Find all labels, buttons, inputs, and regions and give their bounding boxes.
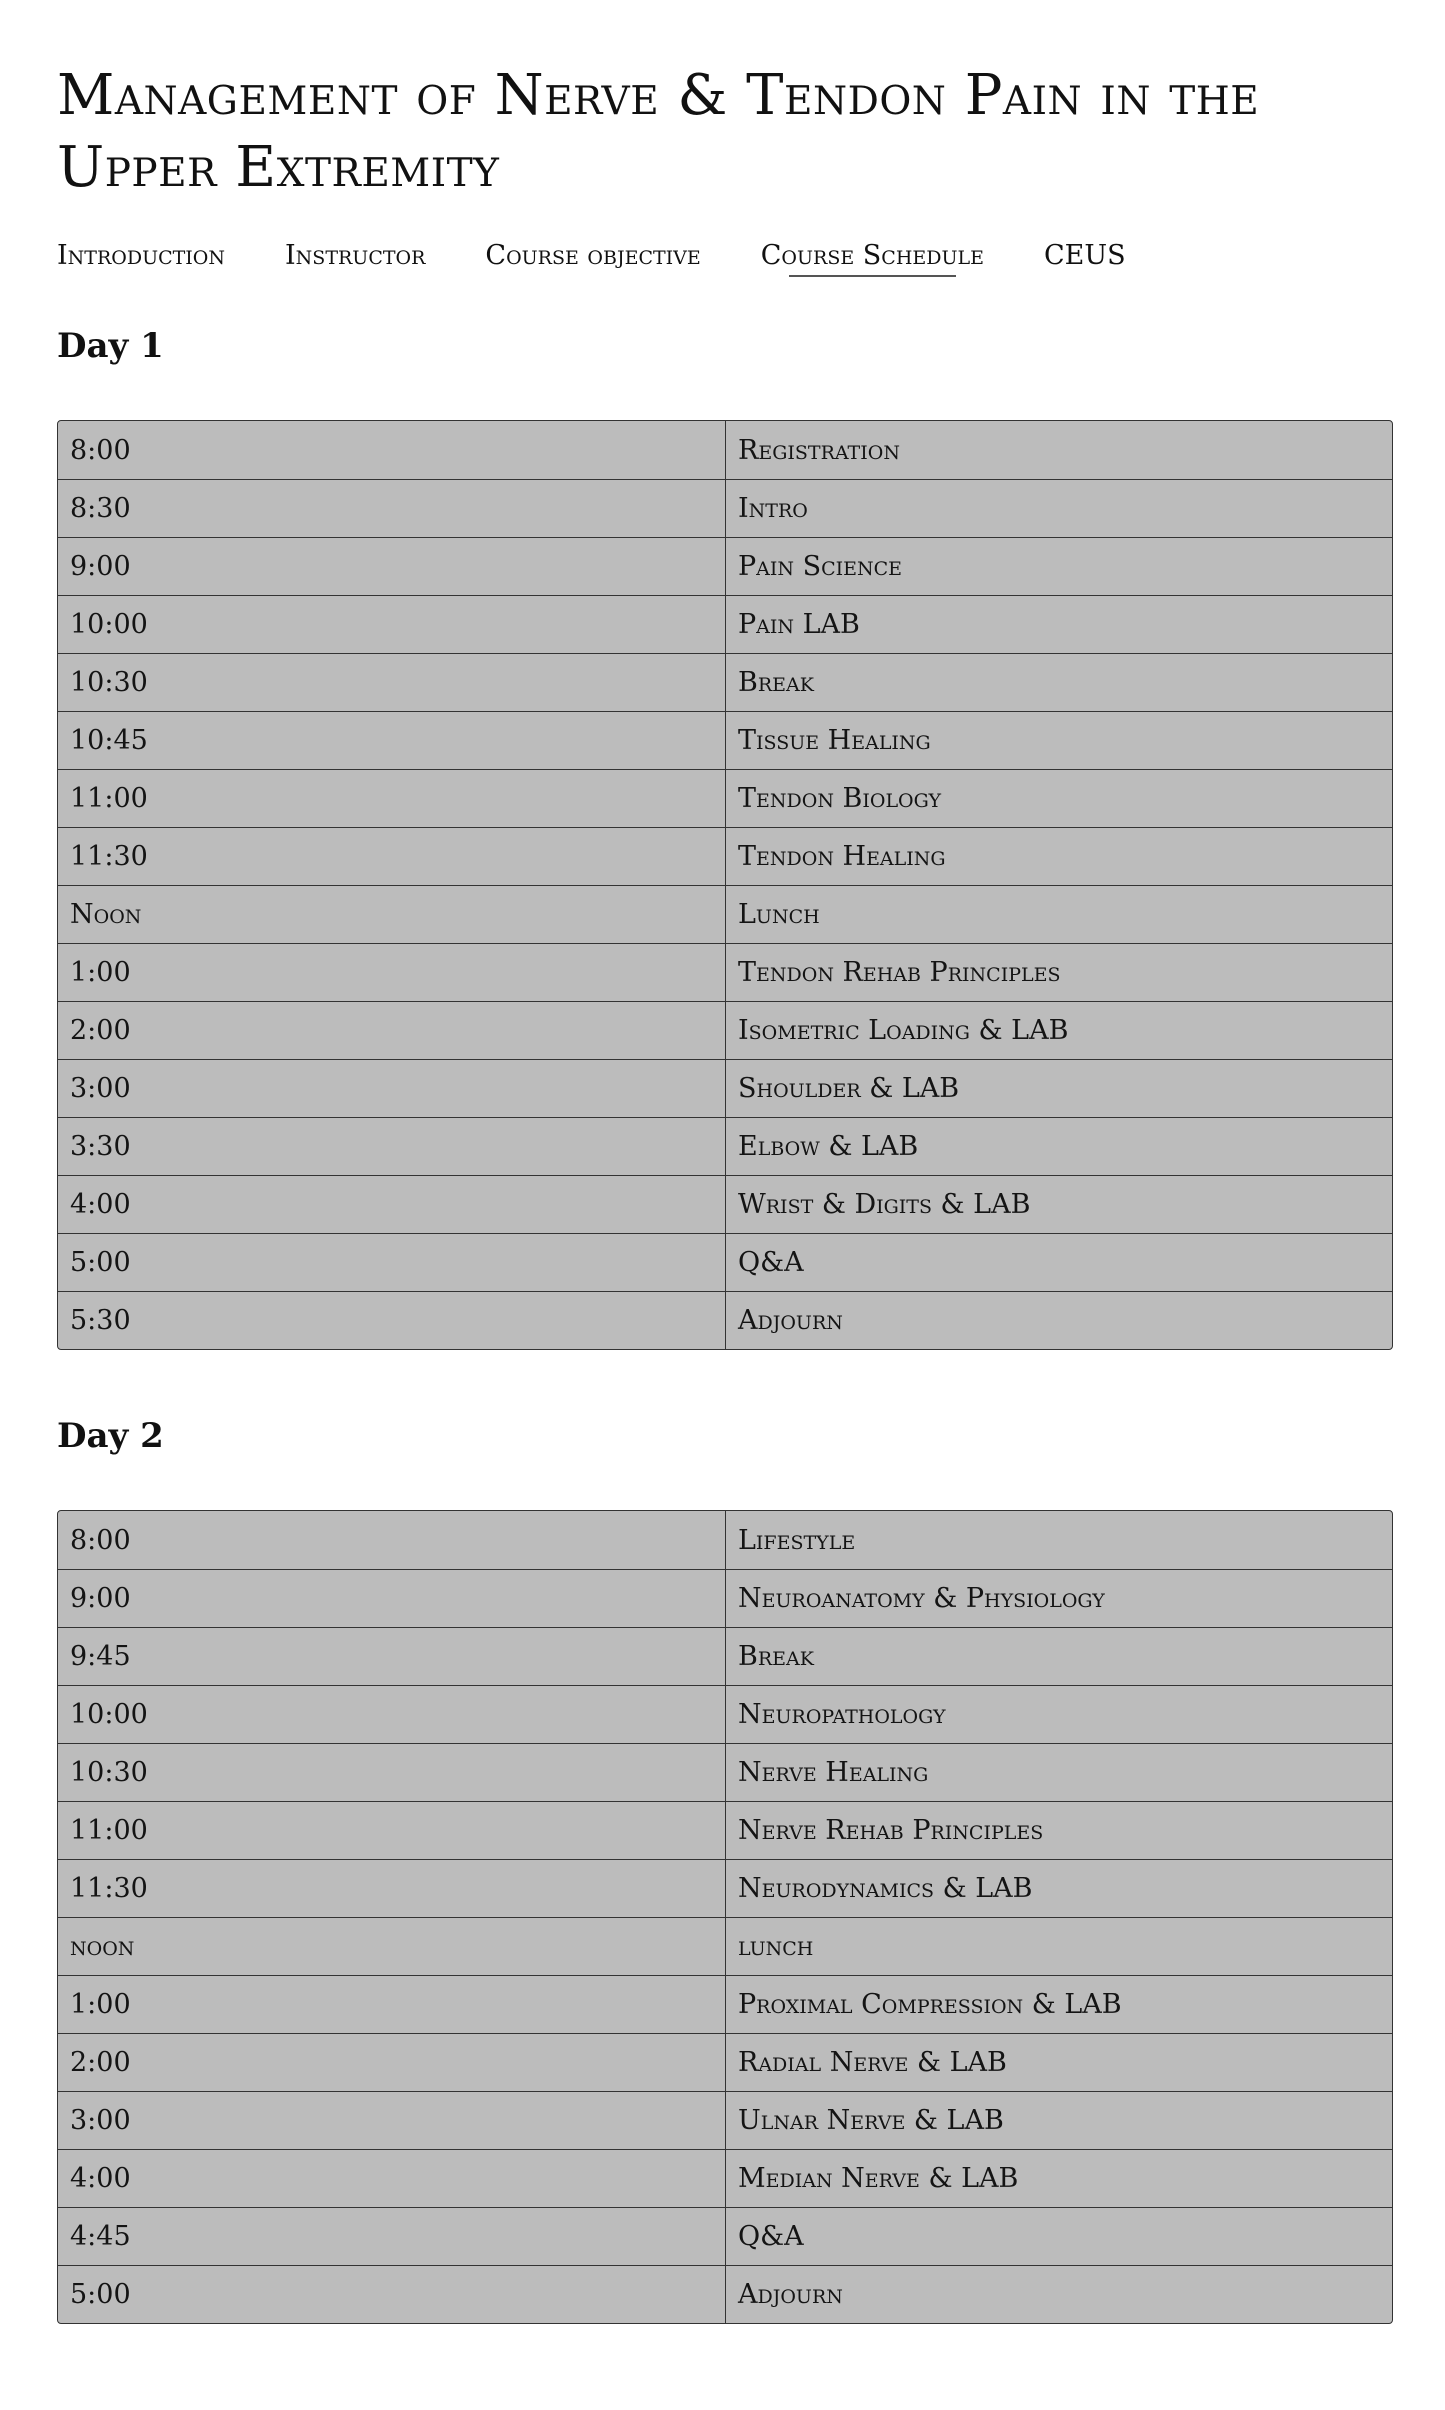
day-2-schedule-table — [57, 1510, 1393, 2324]
schedule-time: 11:00 — [58, 1801, 726, 1859]
schedule-event: Q&A — [726, 1233, 1392, 1291]
schedule-time: 9:00 — [58, 1569, 726, 1627]
schedule-time: 4:45 — [58, 2207, 726, 2265]
schedule-row — [58, 1001, 1392, 1059]
schedule-event: Nerve Rehab Principles — [726, 1801, 1392, 1859]
schedule-row — [58, 1627, 1392, 1685]
schedule-row — [58, 1743, 1392, 1801]
schedule-row — [58, 885, 1392, 943]
schedule-row — [58, 421, 1392, 479]
schedule-row — [58, 1685, 1392, 1743]
schedule-event: Shoulder & LAB — [726, 1059, 1392, 1117]
schedule-row — [58, 2091, 1392, 2149]
schedule-event: Break — [726, 1627, 1392, 1685]
schedule-event: Adjourn — [726, 1291, 1392, 1349]
schedule-row — [58, 595, 1392, 653]
schedule-time: 11:30 — [58, 827, 726, 885]
section-nav — [57, 228, 1393, 288]
schedule-event: Proximal Compression & LAB — [726, 1975, 1392, 2033]
schedule-time: 1:00 — [58, 943, 726, 1001]
schedule-time: 10:00 — [58, 595, 726, 653]
schedule-event: Radial Nerve & LAB — [726, 2033, 1392, 2091]
schedule-time: 5:00 — [58, 1233, 726, 1291]
nav-course-schedule[interactable]: Course Schedule — [761, 240, 984, 277]
schedule-event: Pain Science — [726, 537, 1392, 595]
schedule-row — [58, 2265, 1392, 2323]
schedule-row — [58, 1059, 1392, 1117]
schedule-row — [58, 711, 1392, 769]
schedule-time: 10:30 — [58, 653, 726, 711]
schedule-row — [58, 1291, 1392, 1349]
schedule-row — [58, 827, 1392, 885]
schedule-event: Lunch — [726, 885, 1392, 943]
schedule-row — [58, 769, 1392, 827]
page-title: Management of Nerve & Tendon Pain in the Upper Extremity — [57, 63, 1260, 200]
schedule-event: lunch — [726, 1917, 1392, 1975]
schedule-row — [58, 2033, 1392, 2091]
schedule-time: 4:00 — [58, 1175, 726, 1233]
day-1-schedule-table — [57, 420, 1393, 1350]
schedule-event: Median Nerve & LAB — [726, 2149, 1392, 2207]
schedule-row — [58, 943, 1392, 1001]
schedule-row — [58, 653, 1392, 711]
nav-instructor[interactable]: Instructor — [285, 239, 426, 271]
day-1-heading: Day 1 — [57, 326, 164, 366]
schedule-event: Tendon Healing — [726, 827, 1392, 885]
schedule-event: Lifestyle — [738, 1524, 856, 1556]
nav-ceus[interactable]: CEUS — [1044, 239, 1126, 271]
day-2-heading: Day 2 — [57, 1416, 164, 1456]
schedule-event: Adjourn — [726, 2265, 1392, 2323]
schedule-event: Ulnar Nerve & LAB — [726, 2091, 1392, 2149]
schedule-time: 9:45 — [58, 1627, 726, 1685]
schedule-row — [58, 1117, 1392, 1175]
schedule-row — [58, 1569, 1392, 1627]
schedule-event: Wrist & Digits & LAB — [726, 1175, 1392, 1233]
schedule-time: 10:45 — [58, 711, 726, 769]
schedule-time: 3:30 — [58, 1117, 726, 1175]
schedule-event: Q&A — [726, 2207, 1392, 2265]
schedule-event: Tissue Healing — [726, 711, 1392, 769]
schedule-row — [58, 479, 1392, 537]
schedule-row — [58, 1511, 1392, 1569]
schedule-event: Break — [726, 653, 1392, 711]
schedule-time: 5:00 — [58, 2265, 726, 2323]
schedule-time: 2:00 — [58, 1001, 726, 1059]
schedule-time: 8:00 — [58, 421, 726, 479]
schedule-time: 5:30 — [58, 1291, 726, 1349]
schedule-time: Noon — [58, 885, 726, 943]
schedule-time: 1:00 — [58, 1975, 726, 2033]
schedule-time: 3:00 — [58, 1059, 726, 1117]
schedule-event: Neurodynamics & LAB — [726, 1859, 1392, 1917]
nav-introduction[interactable]: Introduction — [57, 239, 226, 271]
schedule-row — [58, 2149, 1392, 2207]
schedule-time: 4:00 — [58, 2149, 726, 2207]
page-content — [57, 0, 1393, 2324]
schedule-time: noon — [58, 1917, 726, 1975]
nav-course-objective[interactable]: Course objective — [485, 239, 701, 271]
schedule-row — [58, 1917, 1392, 1975]
schedule-time: 10:00 — [58, 1685, 726, 1743]
schedule-row — [58, 1233, 1392, 1291]
schedule-time: 9:00 — [58, 537, 726, 595]
schedule-row — [58, 537, 1392, 595]
schedule-time: 2:00 — [58, 2033, 726, 2091]
schedule-row — [58, 1859, 1392, 1917]
schedule-event: Tendon Rehab Principles — [726, 943, 1392, 1001]
schedule-time: 8:30 — [58, 479, 726, 537]
schedule-row — [58, 1801, 1392, 1859]
schedule-event: Nerve Healing — [726, 1743, 1392, 1801]
schedule-event: Neuroanatomy & Physiology — [726, 1569, 1392, 1627]
schedule-row — [58, 2207, 1392, 2265]
schedule-event: Neuropathology — [726, 1685, 1392, 1743]
schedule-event: Pain LAB — [726, 595, 1392, 653]
schedule-event: Tendon Biology — [726, 769, 1392, 827]
schedule-time: 11:00 — [58, 769, 726, 827]
schedule-time: 8:00 — [58, 1511, 726, 1569]
schedule-time: 10:30 — [58, 1743, 726, 1801]
schedule-event: Intro — [726, 479, 1392, 537]
schedule-event: Isometric Loading & LAB — [726, 1001, 1392, 1059]
schedule-row — [58, 1975, 1392, 2033]
schedule-event: Registration — [738, 434, 900, 466]
schedule-row — [58, 1175, 1392, 1233]
schedule-time: 11:30 — [58, 1859, 726, 1917]
schedule-time: 3:00 — [58, 2091, 726, 2149]
schedule-event: Elbow & LAB — [726, 1117, 1392, 1175]
